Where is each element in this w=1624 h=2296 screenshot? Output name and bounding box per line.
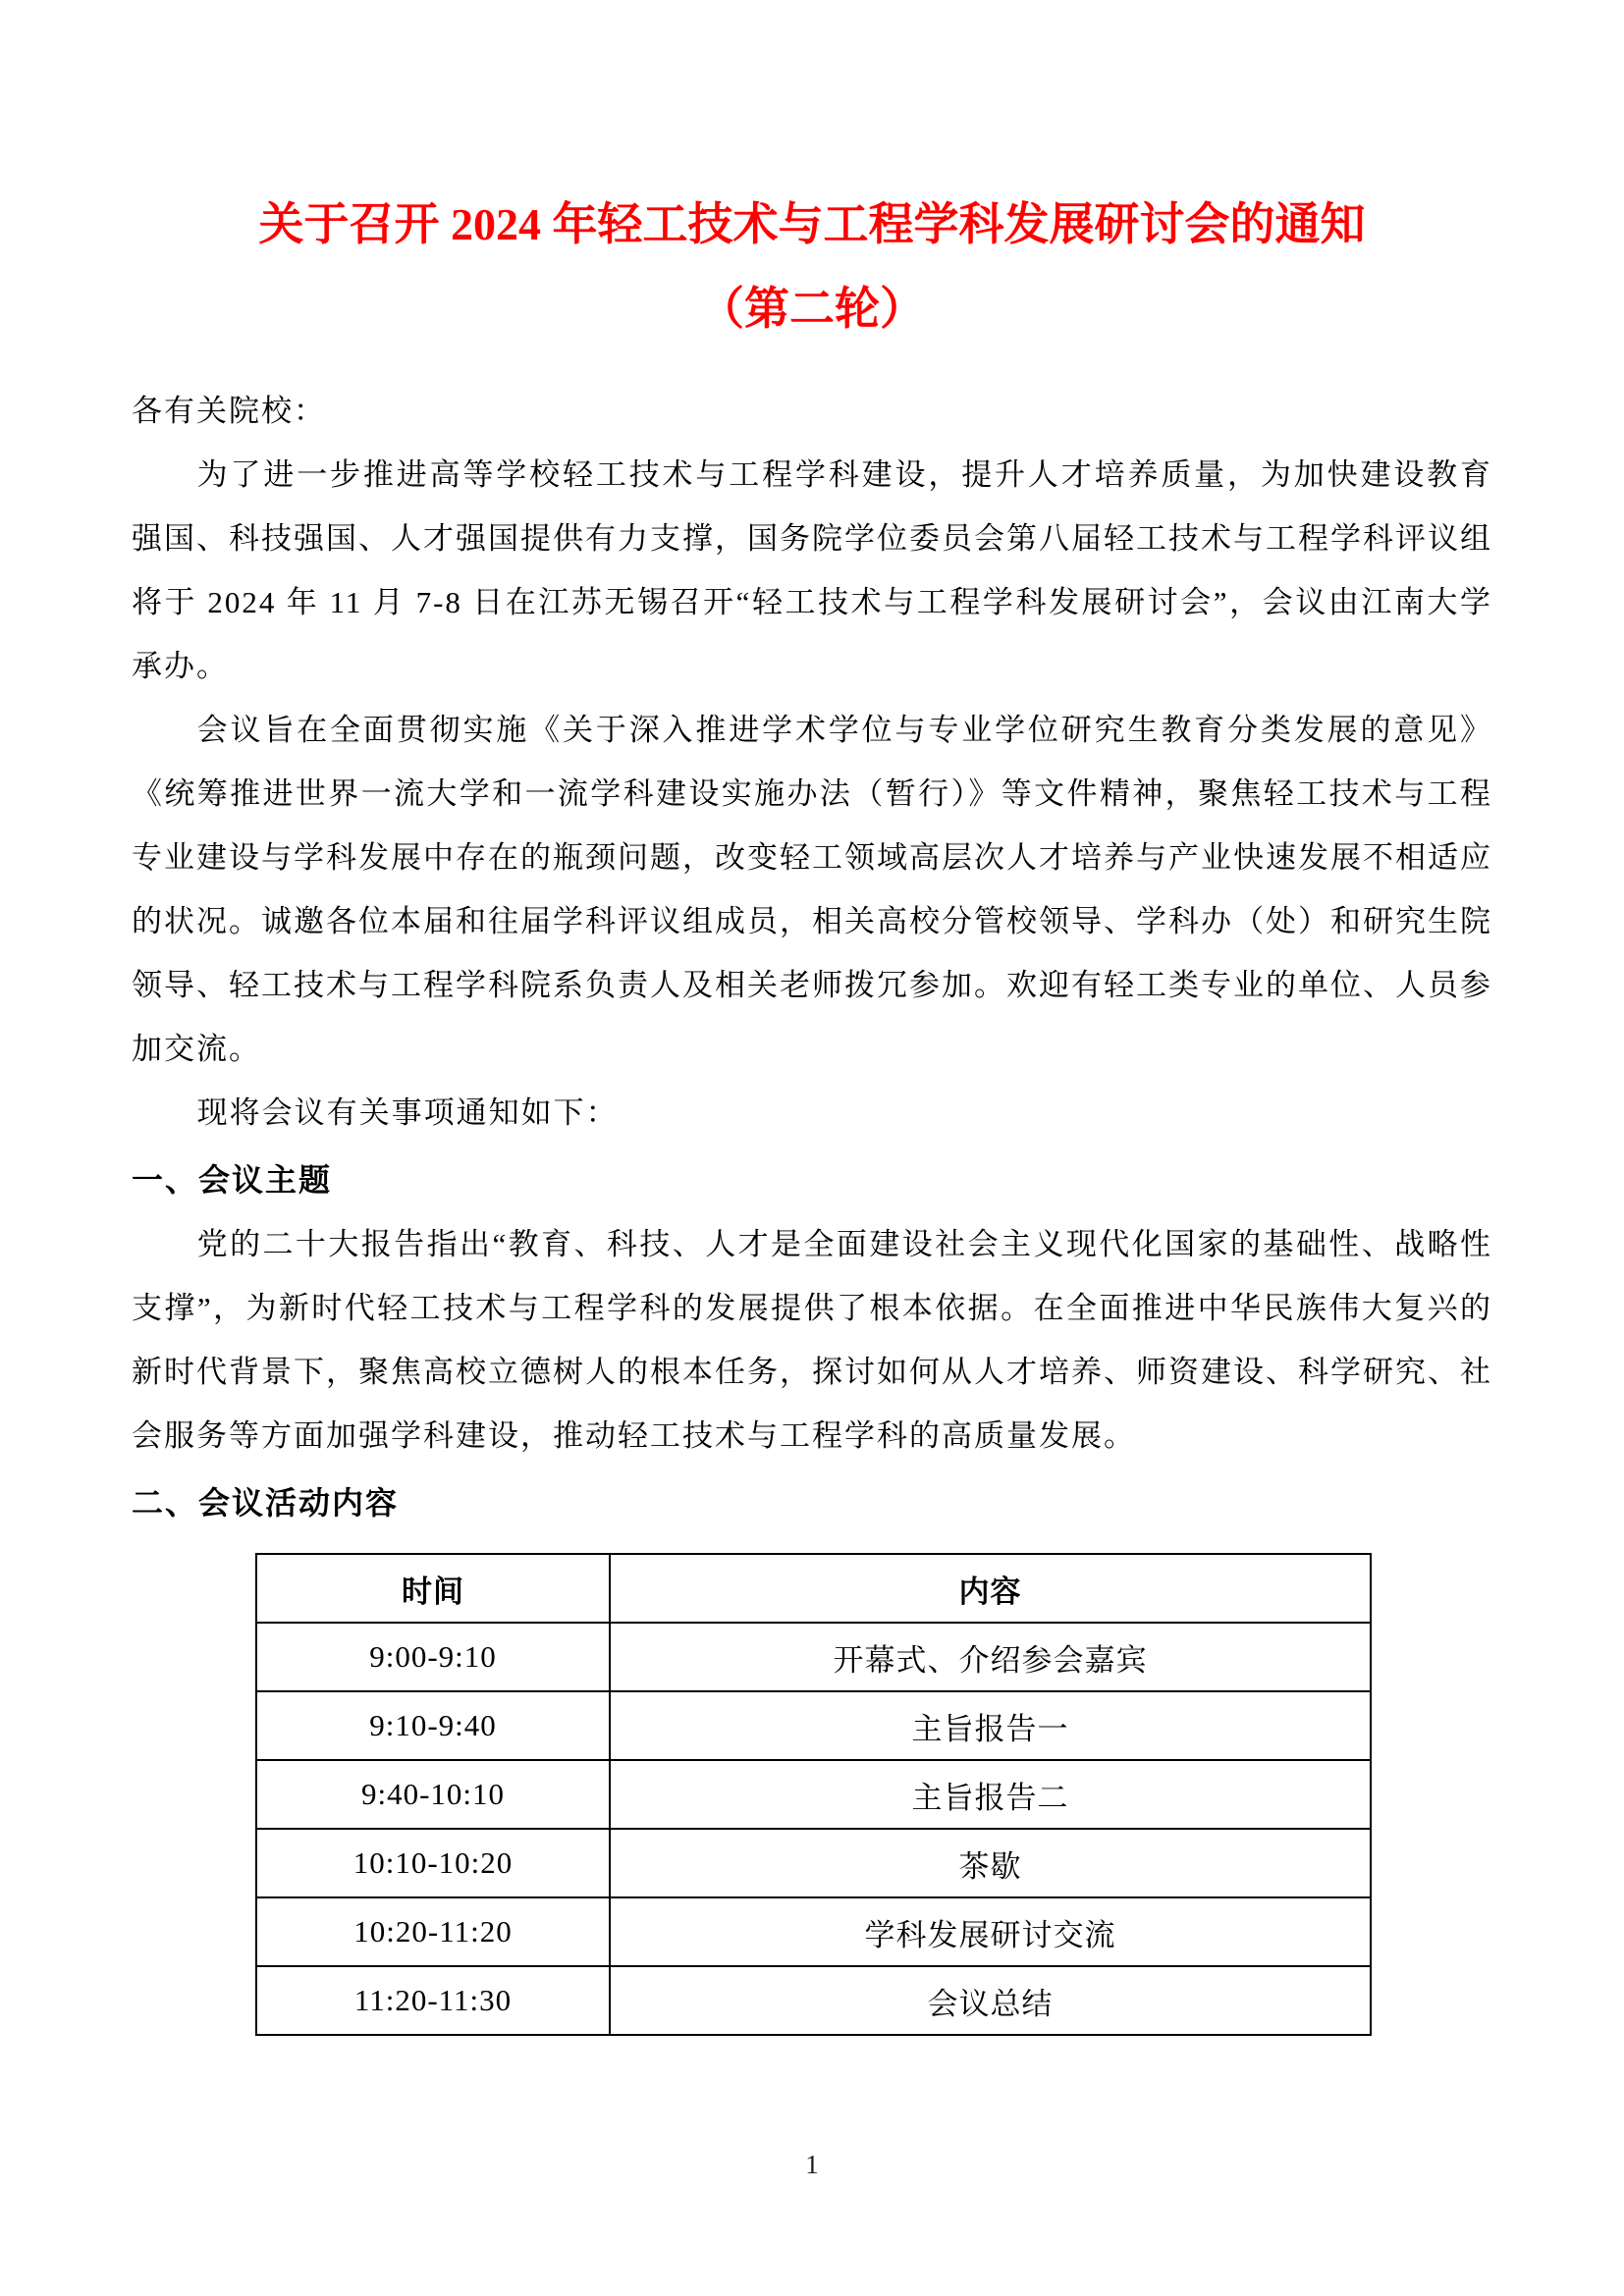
paragraph-notice-lead: 现将会议有关事项通知如下： <box>196 1095 619 1130</box>
schedule-content-cell: 主旨报告一 <box>610 1691 1371 1760</box>
salutation: 各有关院校： <box>132 394 326 428</box>
section-heading-1: 一、会议主题 <box>132 1162 333 1198</box>
schedule-time-cell: 9:40-10:10 <box>256 1760 610 1829</box>
schedule-time-cell: 9:00-9:10 <box>256 1623 610 1691</box>
schedule-header-content: 内容 <box>610 1554 1371 1623</box>
document-title-line2: （第二轮） <box>699 284 925 334</box>
schedule-time-cell: 11:20-11:30 <box>256 1966 610 2035</box>
schedule-content-cell: 主旨报告二 <box>610 1760 1371 1829</box>
page-number: 1 <box>805 2150 819 2179</box>
schedule-content-cell: 学科发展研讨交流 <box>610 1897 1371 1966</box>
schedule-content-cell: 茶歇 <box>610 1829 1371 1897</box>
schedule-header-row <box>256 1554 1371 1623</box>
schedule-row <box>256 1829 1371 1897</box>
schedule-row <box>256 1760 1371 1829</box>
section-heading-2: 二、会议活动内容 <box>132 1485 400 1521</box>
schedule-row <box>256 1691 1371 1760</box>
schedule-time-cell: 10:20-11:20 <box>256 1897 610 1966</box>
schedule-time-cell: 10:10-10:20 <box>256 1829 610 1897</box>
schedule-content-cell: 开幕式、介绍参会嘉宾 <box>610 1623 1371 1691</box>
schedule-time-cell: 9:10-9:40 <box>256 1691 610 1760</box>
schedule-content-cell: 会议总结 <box>610 1966 1371 2035</box>
schedule-table-wrap <box>255 1553 1492 2036</box>
schedule-table-body <box>256 1623 1371 2035</box>
schedule-row <box>256 1623 1371 1691</box>
document-title <box>132 194 1492 340</box>
paragraph-intro: 为了进一步推进高等学校轻工技术与工程学科建设，提升人才培养质量，为加快建设教育强国、科技强国、人才强国提供有力支撑，国务院学位委员会第八届轻工技术与工程学科评议组将于 2024 年 11 月 7-8 日在江苏无锡召开“轻工技术与工程学科发展研讨会”，会议由江南大学承办。 <box>132 457 1492 683</box>
schedule-header-time: 时间 <box>256 1554 610 1623</box>
schedule-row <box>256 1966 1371 2035</box>
schedule-table <box>255 1553 1372 2036</box>
document-title-line1: 关于召开 2024 年轻工技术与工程学科发展研讨会的通知 <box>258 199 1366 249</box>
paragraph-purpose: 会议旨在全面贯彻实施《关于深入推进学术学位与专业学位研究生教育分类发展的意见》《统筹推进世界一流大学和一流学科建设实施办法（暂行）》等文件精神，聚焦轻工技术与工程专业建设与学科发展中存在的瓶颈问题，改变轻工领域高层次人才培养与产业快速发展不相适应的状况。诚邀各位本届和往届学科评议组成员，相关高校分管校领导、学科办（处）和研究生院领导、轻工技术与工程学科院系负责人及相关老师拨冗参加。欢迎有轻工类专业的单位、人员参加交流。 <box>132 713 1492 1066</box>
schedule-row <box>256 1897 1371 1966</box>
section1-paragraph: 党的二十大报告指出“教育、科技、人才是全面建设社会主义现代化国家的基础性、战略性支撑”，为新时代轻工技术与工程学科的发展提供了根本依据。在全面推进中华民族伟大复兴的新时代背景下，聚焦高校立德树人的根本任务，探讨如何从人才培养、师资建设、科学研究、社会服务等方面加强学科建设，推动轻工技术与工程学科的高质量发展。 <box>132 1227 1492 1453</box>
